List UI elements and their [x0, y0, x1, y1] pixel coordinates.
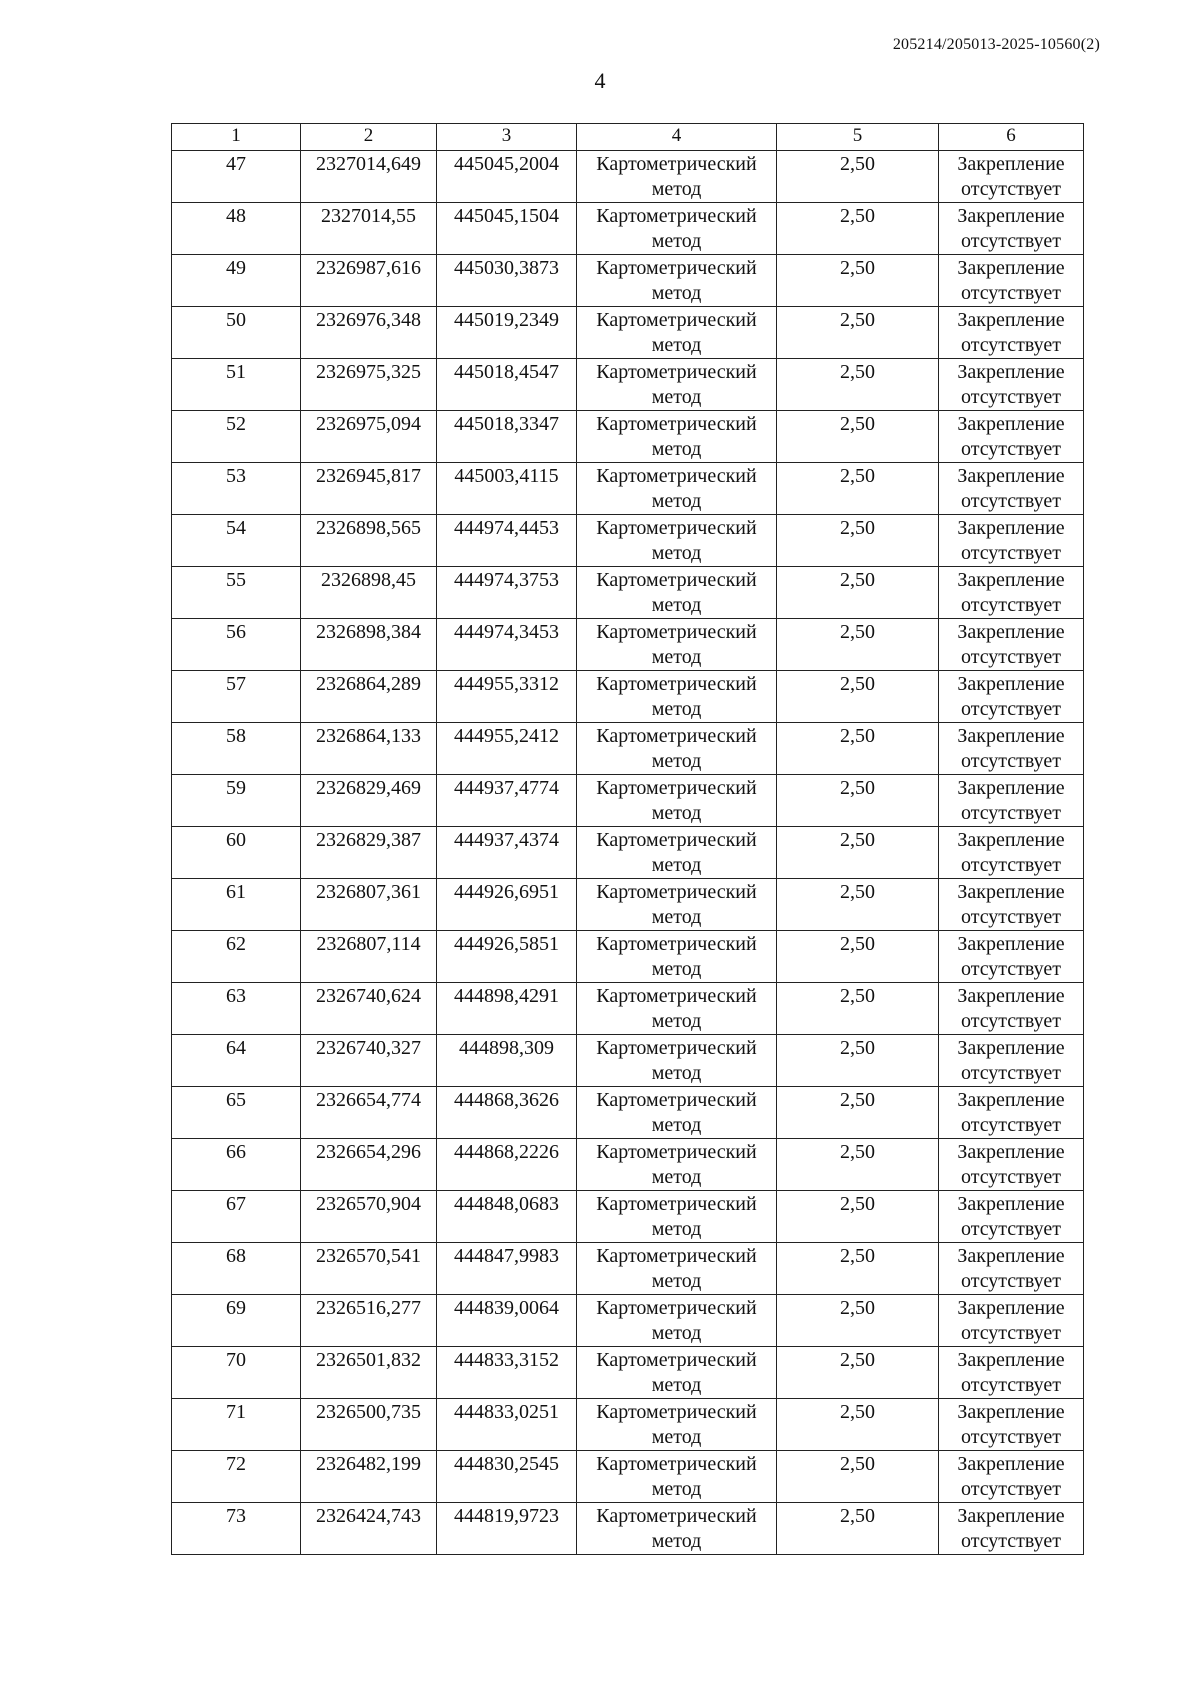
x-coordinate-cell: 2326501,832	[301, 1347, 437, 1399]
accuracy-cell: 2,50	[777, 567, 939, 619]
method-cell: Картометрический метод	[577, 411, 777, 463]
x-coordinate-cell: 2326807,361	[301, 879, 437, 931]
accuracy-cell: 2,50	[777, 931, 939, 983]
y-coordinate-cell: 444955,3312	[437, 671, 577, 723]
point-number-cell: 54	[172, 515, 301, 567]
table-row	[172, 1035, 1084, 1087]
y-coordinate-cell: 444974,3453	[437, 619, 577, 671]
table-row	[172, 567, 1084, 619]
method-cell: Картометрический метод	[577, 151, 777, 203]
point-number-cell: 72	[172, 1451, 301, 1503]
table-row	[172, 1503, 1084, 1555]
y-coordinate-cell: 444898,309	[437, 1035, 577, 1087]
fixation-cell: Закрепление отсутствует	[939, 1451, 1084, 1503]
point-number-cell: 70	[172, 1347, 301, 1399]
method-cell: Картометрический метод	[577, 463, 777, 515]
accuracy-cell: 2,50	[777, 1295, 939, 1347]
column-header-6: 6	[939, 124, 1084, 151]
method-cell: Картометрический метод	[577, 1347, 777, 1399]
x-coordinate-cell: 2326570,541	[301, 1243, 437, 1295]
method-cell: Картометрический метод	[577, 827, 777, 879]
fixation-cell: Закрепление отсутствует	[939, 1295, 1084, 1347]
point-number-cell: 61	[172, 879, 301, 931]
point-number-cell: 51	[172, 359, 301, 411]
point-number-cell: 55	[172, 567, 301, 619]
fixation-cell: Закрепление отсутствует	[939, 1139, 1084, 1191]
point-number-cell: 71	[172, 1399, 301, 1451]
fixation-cell: Закрепление отсутствует	[939, 827, 1084, 879]
fixation-cell: Закрепление отсутствует	[939, 775, 1084, 827]
y-coordinate-cell: 445018,3347	[437, 411, 577, 463]
table-row	[172, 463, 1084, 515]
header-row	[172, 124, 1084, 151]
y-coordinate-cell: 444839,0064	[437, 1295, 577, 1347]
y-coordinate-cell: 445030,3873	[437, 255, 577, 307]
table-row	[172, 307, 1084, 359]
method-cell: Картометрический метод	[577, 307, 777, 359]
point-number-cell: 53	[172, 463, 301, 515]
fixation-cell: Закрепление отсутствует	[939, 359, 1084, 411]
y-coordinate-cell: 444819,9723	[437, 1503, 577, 1555]
point-number-cell: 62	[172, 931, 301, 983]
accuracy-cell: 2,50	[777, 671, 939, 723]
fixation-cell: Закрепление отсутствует	[939, 515, 1084, 567]
table-row	[172, 359, 1084, 411]
method-cell: Картометрический метод	[577, 255, 777, 307]
method-cell: Картометрический метод	[577, 619, 777, 671]
fixation-cell: Закрепление отсутствует	[939, 411, 1084, 463]
accuracy-cell: 2,50	[777, 1191, 939, 1243]
y-coordinate-cell: 444955,2412	[437, 723, 577, 775]
point-number-cell: 60	[172, 827, 301, 879]
point-number-cell: 68	[172, 1243, 301, 1295]
y-coordinate-cell: 444937,4774	[437, 775, 577, 827]
accuracy-cell: 2,50	[777, 411, 939, 463]
fixation-cell: Закрепление отсутствует	[939, 1503, 1084, 1555]
point-number-cell: 58	[172, 723, 301, 775]
x-coordinate-cell: 2326500,735	[301, 1399, 437, 1451]
fixation-cell: Закрепление отсутствует	[939, 879, 1084, 931]
table-row	[172, 411, 1084, 463]
y-coordinate-cell: 444974,4453	[437, 515, 577, 567]
y-coordinate-cell: 444833,0251	[437, 1399, 577, 1451]
table-row	[172, 619, 1084, 671]
table-row	[172, 1191, 1084, 1243]
y-coordinate-cell: 444868,2226	[437, 1139, 577, 1191]
method-cell: Картометрический метод	[577, 359, 777, 411]
coordinates-table	[171, 123, 1084, 1555]
x-coordinate-cell: 2326570,904	[301, 1191, 437, 1243]
table-row	[172, 671, 1084, 723]
point-number-cell: 57	[172, 671, 301, 723]
point-number-cell: 67	[172, 1191, 301, 1243]
table-row	[172, 775, 1084, 827]
point-number-cell: 63	[172, 983, 301, 1035]
table-row	[172, 931, 1084, 983]
table-row	[172, 255, 1084, 307]
method-cell: Картометрический метод	[577, 1035, 777, 1087]
accuracy-cell: 2,50	[777, 827, 939, 879]
x-coordinate-cell: 2326829,469	[301, 775, 437, 827]
fixation-cell: Закрепление отсутствует	[939, 307, 1084, 359]
accuracy-cell: 2,50	[777, 1451, 939, 1503]
fixation-cell: Закрепление отсутствует	[939, 1399, 1084, 1451]
table-row	[172, 203, 1084, 255]
accuracy-cell: 2,50	[777, 151, 939, 203]
accuracy-cell: 2,50	[777, 879, 939, 931]
x-coordinate-cell: 2326975,094	[301, 411, 437, 463]
fixation-cell: Закрепление отсутствует	[939, 931, 1084, 983]
y-coordinate-cell: 445045,1504	[437, 203, 577, 255]
point-number-cell: 64	[172, 1035, 301, 1087]
column-header-1: 1	[172, 124, 301, 151]
y-coordinate-cell: 445045,2004	[437, 151, 577, 203]
fixation-cell: Закрепление отсутствует	[939, 255, 1084, 307]
table-body	[172, 151, 1084, 1555]
method-cell: Картометрический метод	[577, 671, 777, 723]
method-cell: Картометрический метод	[577, 203, 777, 255]
point-number-cell: 49	[172, 255, 301, 307]
x-coordinate-cell: 2326975,325	[301, 359, 437, 411]
table-header	[172, 124, 1084, 151]
method-cell: Картометрический метод	[577, 1399, 777, 1451]
accuracy-cell: 2,50	[777, 1087, 939, 1139]
method-cell: Картометрический метод	[577, 1139, 777, 1191]
accuracy-cell: 2,50	[777, 723, 939, 775]
x-coordinate-cell: 2326864,289	[301, 671, 437, 723]
x-coordinate-cell: 2326945,817	[301, 463, 437, 515]
x-coordinate-cell: 2326898,384	[301, 619, 437, 671]
fixation-cell: Закрепление отсутствует	[939, 671, 1084, 723]
accuracy-cell: 2,50	[777, 463, 939, 515]
y-coordinate-cell: 444937,4374	[437, 827, 577, 879]
accuracy-cell: 2,50	[777, 255, 939, 307]
x-coordinate-cell: 2327014,55	[301, 203, 437, 255]
point-number-cell: 52	[172, 411, 301, 463]
x-coordinate-cell: 2326898,565	[301, 515, 437, 567]
fixation-cell: Закрепление отсутствует	[939, 723, 1084, 775]
table-row	[172, 1295, 1084, 1347]
y-coordinate-cell: 444833,3152	[437, 1347, 577, 1399]
column-header-4: 4	[577, 124, 777, 151]
table-row	[172, 1243, 1084, 1295]
fixation-cell: Закрепление отсутствует	[939, 151, 1084, 203]
x-coordinate-cell: 2326807,114	[301, 931, 437, 983]
fixation-cell: Закрепление отсутствует	[939, 983, 1084, 1035]
method-cell: Картометрический метод	[577, 931, 777, 983]
x-coordinate-cell: 2326482,199	[301, 1451, 437, 1503]
fixation-cell: Закрепление отсутствует	[939, 619, 1084, 671]
method-cell: Картометрический метод	[577, 1451, 777, 1503]
fixation-cell: Закрепление отсутствует	[939, 567, 1084, 619]
table-row	[172, 151, 1084, 203]
accuracy-cell: 2,50	[777, 515, 939, 567]
column-header-3: 3	[437, 124, 577, 151]
table-row	[172, 1399, 1084, 1451]
fixation-cell: Закрепление отсутствует	[939, 1347, 1084, 1399]
x-coordinate-cell: 2326976,348	[301, 307, 437, 359]
x-coordinate-cell: 2326864,133	[301, 723, 437, 775]
y-coordinate-cell: 444847,9983	[437, 1243, 577, 1295]
point-number-cell: 69	[172, 1295, 301, 1347]
y-coordinate-cell: 445018,4547	[437, 359, 577, 411]
fixation-cell: Закрепление отсутствует	[939, 1035, 1084, 1087]
accuracy-cell: 2,50	[777, 1243, 939, 1295]
x-coordinate-cell: 2326424,743	[301, 1503, 437, 1555]
method-cell: Картометрический метод	[577, 1295, 777, 1347]
y-coordinate-cell: 445003,4115	[437, 463, 577, 515]
y-coordinate-cell: 445019,2349	[437, 307, 577, 359]
x-coordinate-cell: 2326829,387	[301, 827, 437, 879]
y-coordinate-cell: 444848,0683	[437, 1191, 577, 1243]
y-coordinate-cell: 444926,6951	[437, 879, 577, 931]
point-number-cell: 66	[172, 1139, 301, 1191]
x-coordinate-cell: 2326740,624	[301, 983, 437, 1035]
table-row	[172, 983, 1084, 1035]
accuracy-cell: 2,50	[777, 203, 939, 255]
accuracy-cell: 2,50	[777, 1347, 939, 1399]
method-cell: Картометрический метод	[577, 567, 777, 619]
x-coordinate-cell: 2326654,774	[301, 1087, 437, 1139]
fixation-cell: Закрепление отсутствует	[939, 1243, 1084, 1295]
accuracy-cell: 2,50	[777, 1503, 939, 1555]
method-cell: Картометрический метод	[577, 1087, 777, 1139]
table-row	[172, 723, 1084, 775]
accuracy-cell: 2,50	[777, 983, 939, 1035]
method-cell: Картометрический метод	[577, 775, 777, 827]
point-number-cell: 50	[172, 307, 301, 359]
fixation-cell: Закрепление отсутствует	[939, 1191, 1084, 1243]
y-coordinate-cell: 444830,2545	[437, 1451, 577, 1503]
table-row	[172, 515, 1084, 567]
x-coordinate-cell: 2326516,277	[301, 1295, 437, 1347]
column-header-2: 2	[301, 124, 437, 151]
method-cell: Картометрический метод	[577, 723, 777, 775]
accuracy-cell: 2,50	[777, 1035, 939, 1087]
table-row	[172, 1087, 1084, 1139]
method-cell: Картометрический метод	[577, 1503, 777, 1555]
x-coordinate-cell: 2326898,45	[301, 567, 437, 619]
column-header-5: 5	[777, 124, 939, 151]
y-coordinate-cell: 444974,3753	[437, 567, 577, 619]
accuracy-cell: 2,50	[777, 775, 939, 827]
table-row	[172, 1451, 1084, 1503]
x-coordinate-cell: 2326987,616	[301, 255, 437, 307]
document-number: 205214/205013-2025-10560(2)	[892, 36, 1100, 53]
accuracy-cell: 2,50	[777, 307, 939, 359]
x-coordinate-cell: 2326740,327	[301, 1035, 437, 1087]
method-cell: Картометрический метод	[577, 515, 777, 567]
point-number-cell: 48	[172, 203, 301, 255]
page-number: 4	[594, 68, 606, 93]
point-number-cell: 73	[172, 1503, 301, 1555]
accuracy-cell: 2,50	[777, 1399, 939, 1451]
fixation-cell: Закрепление отсутствует	[939, 463, 1084, 515]
table-row	[172, 827, 1084, 879]
y-coordinate-cell: 444868,3626	[437, 1087, 577, 1139]
table-row	[172, 1139, 1084, 1191]
y-coordinate-cell: 444926,5851	[437, 931, 577, 983]
method-cell: Картометрический метод	[577, 1243, 777, 1295]
accuracy-cell: 2,50	[777, 1139, 939, 1191]
point-number-cell: 56	[172, 619, 301, 671]
y-coordinate-cell: 444898,4291	[437, 983, 577, 1035]
accuracy-cell: 2,50	[777, 359, 939, 411]
method-cell: Картометрический метод	[577, 1191, 777, 1243]
method-cell: Картометрический метод	[577, 879, 777, 931]
x-coordinate-cell: 2326654,296	[301, 1139, 437, 1191]
table-row	[172, 879, 1084, 931]
point-number-cell: 59	[172, 775, 301, 827]
point-number-cell: 65	[172, 1087, 301, 1139]
point-number-cell: 47	[172, 151, 301, 203]
accuracy-cell: 2,50	[777, 619, 939, 671]
method-cell: Картометрический метод	[577, 983, 777, 1035]
fixation-cell: Закрепление отсутствует	[939, 1087, 1084, 1139]
table-row	[172, 1347, 1084, 1399]
x-coordinate-cell: 2327014,649	[301, 151, 437, 203]
fixation-cell: Закрепление отсутствует	[939, 203, 1084, 255]
